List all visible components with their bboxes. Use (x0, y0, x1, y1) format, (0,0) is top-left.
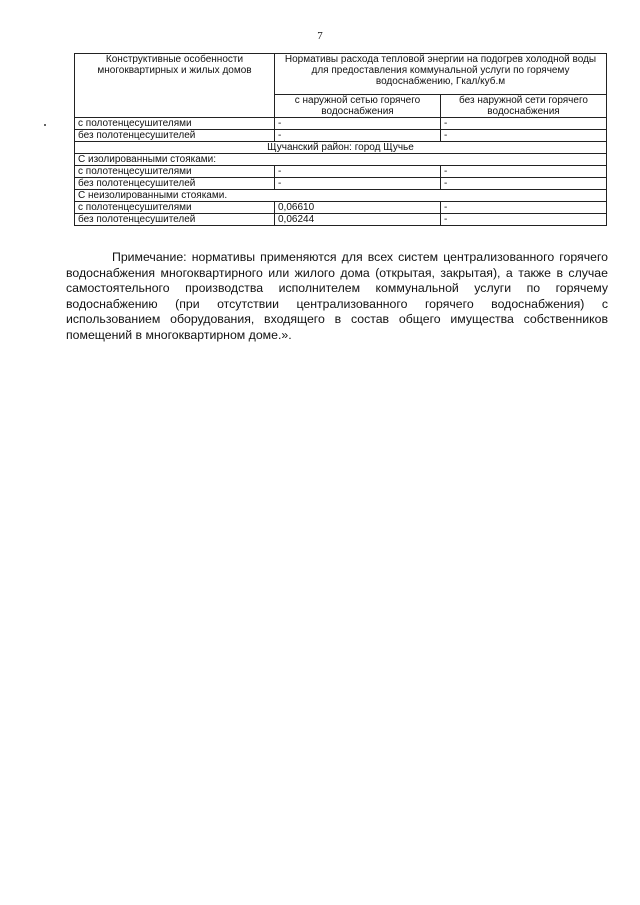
cell-with-network: 0,06610 (275, 202, 441, 214)
cell-without-network: - (441, 130, 607, 142)
cell-with-network: - (275, 118, 441, 130)
section-row (75, 190, 607, 202)
table-row (75, 214, 607, 226)
row-label: без полотенцесушителей (75, 214, 275, 226)
page-number: 7 (317, 30, 323, 42)
scan-speck (44, 124, 46, 126)
isolated-risers-title: С изолированными стояками: (75, 154, 607, 166)
district-row (75, 142, 607, 154)
table-row (75, 166, 607, 178)
header-norms: Нормативы расхода тепловой энергии на подогрев холодной воды для предоставления коммунальной услуги по горячему водоснабжению, Гкал/куб.м (275, 54, 607, 95)
note-paragraph (66, 250, 608, 344)
table-row (75, 130, 607, 142)
district-title: Щучанский район: город Щучье (75, 142, 607, 154)
header-construction-features: Конструктивные особенности многоквартирных и жилых домов (75, 54, 275, 118)
cell-without-network: - (441, 214, 607, 226)
row-label: с полотенцесушителями (75, 202, 275, 214)
cell-with-network: - (275, 130, 441, 142)
table-row (75, 118, 607, 130)
table-row (75, 202, 607, 214)
cell-without-network: - (441, 118, 607, 130)
cell-without-network: - (441, 166, 607, 178)
row-label: без полотенцесушителей (75, 178, 275, 190)
row-label: с полотенцесушителями (75, 166, 275, 178)
row-label: без полотенцесушителей (75, 130, 275, 142)
section-row (75, 154, 607, 166)
row-label: с полотенцесушителями (75, 118, 275, 130)
subheader-with-network: с наружной сетью горячего водоснабжения (275, 95, 441, 118)
note-text: Примечание: нормативы применяются для всех систем централизованного горячего водоснабжения многоквартирного или жилого дома (открытая, закрытая), а также в случае самостоятельного производства исполнителем коммунальной услуги по горячему водоснабжению (при отсутствии централизованного горячего водоснабжения) с использованием оборудования, входящего в состав общего имущества собственников помещений в многоквартирном доме.». (66, 250, 608, 342)
subheader-without-network: без наружной сети горячего водоснабжения (441, 95, 607, 118)
non-isolated-risers-title: С неизолированными стояками. (75, 190, 607, 202)
cell-with-network: - (275, 166, 441, 178)
cell-without-network: - (441, 178, 607, 190)
cell-with-network: - (275, 178, 441, 190)
table-row (75, 178, 607, 190)
cell-without-network: - (441, 202, 607, 214)
cell-with-network: 0,06244 (275, 214, 441, 226)
norms-table (74, 53, 607, 226)
table-header-row (75, 54, 607, 95)
